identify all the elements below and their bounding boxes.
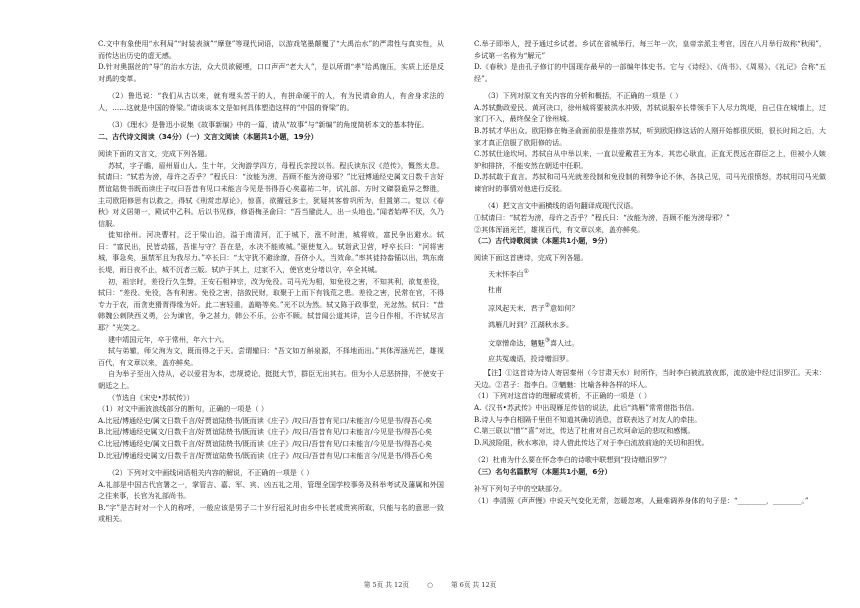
option-a: A.礼部是中国古代官署之一，掌管吉、嘉、军、宾、凶五礼之用，管理全国学校事务及科举考试及藩属和外国之往来事，长官为礼部尚书。 — [98, 479, 444, 501]
option-c: C.比冠/博通经史/属文日数千言/好贾谊陆贽书/既而读《庄子》/叹曰/吾昔有见/口未能言/今见是书/得吾心矣 — [98, 438, 432, 448]
poem-line: 文章憎命达，魑魅 — [488, 338, 545, 348]
poem-note-marker: ② — [544, 303, 551, 310]
option-b: B.比冠/博通经史属文/日数千言/好贾谊陆贽书/既而读《庄子》/叹曰/吾昔有见/口未能言/今见是书/得吾心矣 — [98, 427, 433, 437]
option-a: A.比冠/博通经史/属文日数千言/好贾谊陆贽书/既而读《庄子》/叹曰/吾昔有见口/未能言/今见是书/得吾心矣 — [98, 415, 432, 425]
option-c: C.第三联以“憎”“喜”对比，传达了杜甫对自己坎坷命运的悲叹和感慨。 — [474, 426, 695, 436]
section-heading: 二、古代诗文阅读（34分）（一）文言文阅读（本题共1小题，19分） — [98, 131, 318, 141]
option-b: B.苏轼才华出众。欧阳修在梅圣俞面前很是推崇苏轼，听到欧阳修这话的人刚开始都很厌烦，很长时间之后，大家才真正信服了欧阳修的话。 — [474, 125, 826, 147]
binding-circle-icon: ○ — [427, 581, 433, 589]
option-a: A.《汉书•苏武传》中出现雁足传信的说法，此后“鸿雁”常常借指书信。 — [474, 402, 699, 412]
question-1: （1）下列对这首诗的理解或赏析，不正确的一项是（ ） — [474, 391, 652, 401]
question-2: （2）杜甫为什么要在怀念李白的诗歌中联想到“投诗赠汨罗”？ — [474, 455, 671, 465]
poem-line: 凉风起天末，君子 — [488, 303, 545, 313]
poem-author: 杜甫 — [488, 285, 503, 295]
section-heading: （二）古代诗歌阅读（本题共1小题，9分） — [474, 236, 612, 246]
poem-block: 天末怀李白① 杜甫 凉风起天末，君子②意如何？ 鸿雁几时到？江湖秋水多。 文章憎命达，魑魅③喜人过。 应共冤魂语，投诗赠汨罗。 — [474, 264, 826, 367]
option-d: D.风波险阻，秋水寒凉，诗人借此传达了对于李白流放前途的关切和担忧。 — [474, 437, 709, 447]
option-b: B.诗人与李白相隔千里但不知道其确切消息，首联表达了对友人的牵挂。 — [474, 414, 702, 424]
section-heading: （三）名句名篇默写（本题共1小题，6分） — [474, 466, 612, 476]
passage-para: 轼与弟辙，师父洵为文，既而得之于天。尝谓辙曰：“吾文如万斛泉源，不择地而出。”其体浑涵光芒，雄视百代，有文章以来，盖亦鲜矣。 — [98, 346, 444, 367]
question-3: （3）下列对原文有关内容的分析和概括，不正确的一项是（ ） — [483, 91, 683, 101]
passage-para: 苏轼，字子瞻，眉州眉山人。生十年，父洵游学四方，母程氏亲授以书。程氏读东汉《范传》，慨然太息。轼请曰：“轼若为滂，母许之否乎？”程氏曰：“汝能为滂，吾顾不能为滂母邪？”比冠博通经史属文日数千言好贾谊陆贽书既而读庄子叹曰吾昔有见口未能言今见是书得吾心矣嘉祐二年，试礼部。方时文磔裂诡异之弊胜，主司欧阳修思有以救之，得轼《刑赏忠厚论》，惊喜，欲擢冠多士，犹疑其客曾巩所为，但置第二。复以《春秋》对义居第一，殿试中乙科。后以书见修，修语梅圣俞曰：“吾当避此人，出一头地也。”闻者始哗不厌，久乃信服。 — [98, 160, 444, 228]
passage-para: 建中靖国元年，卒于常州，年六十六。 — [107, 334, 229, 344]
instruction: 阅读下面的文言文，完成下列各题。 — [98, 149, 212, 159]
poem-line: 应共冤魂语，投诗赠汨罗。 — [488, 354, 574, 364]
passage-para: 自为举子至出入侍从，必以爱君为本，忠规谠论，挺挺大节，群臣无出其右。但为小人忌恶挤排，不使安于朝廷之上。 — [98, 369, 444, 391]
poem-notes: 【注】①这首诗为诗人寄居秦州（今甘肃天水）时所作，当时李白被流放夜郎，流放途中经过汨罗江。天末：天边。②君子：指李白。③魑魅：比喻各种各样的坏人。 — [474, 368, 826, 389]
option-c-text: C.文中有象使用“水利局”“时装表演”“摩登”等现代词语，以游戏笔墨颠覆了“大禹治水”的严肃性与真实性，从而传达出历史的虚无感。 — [98, 39, 444, 60]
option-a: A.苏轼勤政爱民。黄河决口，徐州城将要被洪水冲毁，苏轼说服卒长带领手下人尽力筑堤，自己住在城墙上，过家门不入，最终保全了徐州城。 — [474, 102, 826, 124]
option-d: D.苏轼敢于直言。苏轼和司马光就差役制和免役制的利弊争论不休，各执己见，司马光很愤怒，苏轼用司马光做谏官时的事情对他进行反驳。 — [474, 172, 826, 193]
question-4: （4）把文言文中画横线的语句翻译成现代汉语。 — [483, 201, 638, 211]
poem-note-marker: ③ — [544, 337, 551, 344]
poem-note-marker: ① — [523, 269, 529, 276]
passage-para: 徙知徐州。河决曹村，泛于梁山泊，溢于南清河，汇于城下，涨不时泄，城将败，富民争出避水。轼曰：“富民出，民皆动摇，吾谁与守？吾在是，水决不能败城。”驱使复入。轼诣武卫营，呼卒长曰：“河将害城，事急矣，虽禁军且为我尽力。”卒长曰：“太守犹不避涂潦，吾侪小人，当效命。”率其徒持畚锸以出，筑东南长堤，雨日夜不止，城不沉者三版。轼庐于其上，过家不入，使官吏分堵以守，卒全其城。 — [98, 230, 444, 275]
poem-line: 鸿雁几时到？江湖秋水多。 — [488, 319, 574, 329]
passage-source: （节选自《宋史•苏轼传》） — [107, 392, 194, 402]
right-column — [474, 38, 826, 506]
page-number-left: 第 5页 共 12页 — [363, 581, 409, 589]
option-d-text: D.《春秋》是由孔子修订的中国现存最早的一部编年体史书。它与《诗经》、《尚书》、《周易》、《礼记》合称“五经”。 — [474, 62, 826, 83]
instruction: 补写下列句子中的空缺部分。 — [474, 484, 567, 494]
option-c-text: C.举子即举人，授予通过乡试者。乡试在省城举行，每三年一次，皇帝亲派主考官，因在八月举行故称“秋闱”，乡试第一名称为“解元” — [474, 39, 826, 60]
instruction: 阅读下面这首唐诗，完成下列各题。 — [474, 253, 588, 263]
fill-blank-1: （1）李清照《声声慢》中说天气变化无常，忽暖忽寒，人最难调养身体的句子是：“________，________。” — [474, 495, 809, 505]
question-3: （3）《理水》是鲁迅小说集《故事新编》中的一篇，请从“故事”与“新编”的角度简析本文的基本特征。 — [107, 120, 429, 130]
passage-para: 初，祖宗时，差役行久生弊，王安石相神宗，改为免役。司马光为相，知免役之害，不知其利，欲复差役，轼曰：“差役、免役，各有利害。免役之害，掊敛民财，取聚于上而下有钱荒之患。差役之害，民常在官，不得专力于农，而贪吏猾胥得缘为奸。此二害轻重，盖略等矣。”光不以为然。轼又陈于政事堂，光忿然。轼曰：“昔韩魏公刺陕西义勇，公为谏官，争之甚力，韩公不乐，公亦不顾。轼昔闻公道其详，岂今日作相，不许轼尽言耶？”光笑之。 — [98, 276, 444, 333]
option-b: B.“字”是古时对一个人的称呼，一般应该是男子二十岁行冠礼时由乡中长老或贵宾所取，只能与名的意思一致或相关。 — [98, 502, 444, 524]
page-number-right: 第 6页 共 12页 — [450, 581, 497, 589]
question-2: （2）鲁迅说：“我们从古以来，就有埋头苦干的人，有拼命硬干的人，有为民请命的人，有舍身求法的人，……这就是中国的脊梁。”请谈谈本文是如何具体塑造这样的“中国的脊梁”的。 — [98, 91, 444, 112]
translation-item: ①轼请曰：“轼若为滂，母许之否乎？”程氏曰：“汝能为滂，吾顾不能为滂母邪？” — [474, 212, 730, 222]
left-column — [98, 38, 444, 525]
question-1: （1）对文中画波浪线部分的断句，正确的一项是（ ） — [98, 404, 268, 414]
question-2b: （2）下列对文中画线词语相关内容的解说，不正确的一项是（ ） — [107, 467, 314, 477]
option-d-text: D.针对奥据丝的“导”的治水方法，众大员欲硬堙，口口声声“老大人”，是以所谓“孝”给禹施压，实质上还是反对禹的变革。 — [98, 62, 444, 83]
option-c: C.苏轼仕途坎坷。苏轼自从中举以来，一直以爱戴君王为本，其忠心耿直，正直无畏远在群臣之上，但被小人嫉妒和排挤，不能安然在朝廷中任职。 — [474, 149, 826, 170]
option-d: D.比冠/博通经史属文/日数千言/好贾谊陆贽书/既而读《庄子》/叹曰/吾昔有见/口未能言今/见是书/得吾心矣 — [98, 450, 433, 460]
translation-item: ②其体浑涵光芒，雄视百代，有文章以来，盖亦鲜矣。 — [474, 224, 645, 234]
poem-title: 天末怀李白 — [488, 269, 524, 279]
page-footer — [0, 579, 860, 589]
